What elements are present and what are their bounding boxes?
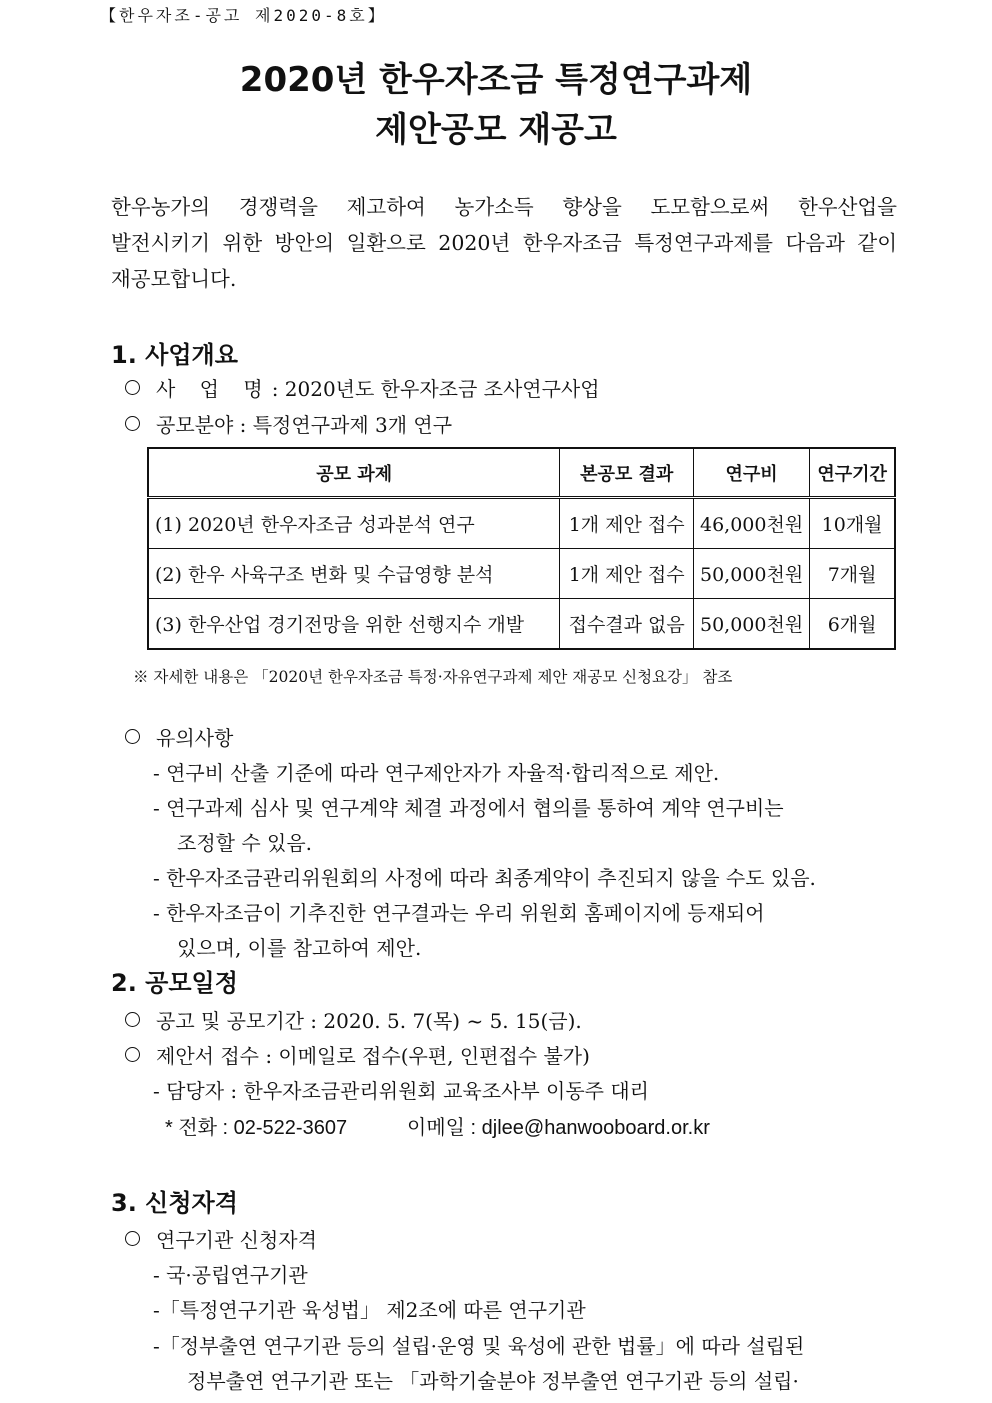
- project-table: [147, 447, 896, 650]
- eligibility-sub-3b: 정부출연 연구기관 또는 「과학기술분야 정부출연 연구기관 등의 설립·: [187, 1369, 799, 1393]
- circle-bullet-icon: [125, 416, 140, 431]
- intro-line3: 재공모합니다.: [111, 267, 237, 291]
- eligibility-text: 연구기관 신청자격: [156, 1228, 317, 1252]
- cell-period: 6개월: [810, 599, 895, 650]
- circle-bullet-icon: [125, 1047, 140, 1062]
- schedule-text: 공고 및 공모기간 : 2020. 5. 7(목) ~ 5. 15(금).: [156, 1009, 582, 1033]
- cell-budget: 50,000천원: [693, 549, 809, 599]
- caution-1: - 연구비 산출 기준에 따라 연구제안자가 자율적·합리적으로 제안.: [153, 761, 720, 785]
- project-name-value: : 2020년도 한우자조금 조사연구사업: [271, 377, 600, 401]
- cell-result: 1개 제안 접수: [560, 549, 694, 599]
- header-result: 본공모 결과: [560, 448, 694, 498]
- header-project: 공모 과제: [148, 448, 560, 498]
- contact-phone: * 전화 : 02-522-3607: [165, 1117, 348, 1139]
- table-row: [148, 549, 895, 599]
- table-row: [148, 498, 895, 549]
- cell-result: 접수결과 없음: [560, 599, 694, 650]
- field-line: [125, 409, 452, 438]
- page-title-line1: 2020년 한우자조금 특정연구과제: [239, 60, 753, 100]
- submission-line: [125, 1040, 590, 1069]
- caution-4b: 있으며, 이를 참고하여 제안.: [177, 936, 422, 960]
- eligibility-sub-1: - 국·공립연구기관: [153, 1263, 308, 1287]
- section1-heading: 1. 사업개요: [111, 341, 238, 369]
- eligibility-line: [125, 1224, 317, 1253]
- section3-heading: 3. 신청자격: [111, 1189, 238, 1217]
- eligibility-sub-3a: -「정부출연 연구기관 등의 설립·운영 및 육성에 관한 법률」에 따라 설립된: [153, 1334, 805, 1358]
- table-header-row: [148, 448, 895, 498]
- table-row: [148, 599, 895, 650]
- circle-bullet-icon: [125, 729, 140, 744]
- header-period: 연구기간: [810, 448, 895, 498]
- cell-project: (3) 한우산업 경기전망을 위한 선행지수 개발: [148, 599, 560, 650]
- project-name-line: [125, 373, 600, 402]
- reference-note: ※ 자세한 내용은 「2020년 한우자조금 특정·자유연구과제 제안 재공모 신청요강」 참조: [133, 668, 733, 686]
- eligibility-sub-2: -「특정연구기관 육성법」 제2조에 따른 연구기관: [153, 1298, 586, 1322]
- contact-email[interactable]: 이메일 : djlee@hanwooboard.or.kr: [407, 1117, 710, 1139]
- circle-bullet-icon: [125, 380, 140, 395]
- caution-3: - 한우자조금관리위원회의 사정에 따라 최종계약이 추진되지 않을 수도 있음.: [153, 866, 816, 890]
- header-budget: 연구비: [693, 448, 809, 498]
- field-text: 공모분야 : 특정연구과제 3개 연구: [156, 413, 453, 437]
- section2-heading: 2. 공모일정: [111, 969, 238, 997]
- caution-2b: 조정할 수 있음.: [177, 831, 312, 855]
- cell-result: 1개 제안 접수: [560, 498, 694, 549]
- caution-heading: 유의사항: [156, 726, 234, 750]
- project-name-label: 사 업 명: [156, 377, 272, 401]
- caution-2a: - 연구과제 심사 및 연구계약 체결 과정에서 협의를 통하여 계약 연구비는: [153, 796, 784, 820]
- circle-bullet-icon: [125, 1012, 140, 1027]
- cell-period: 7개월: [810, 549, 895, 599]
- intro-line2: 발전시키기 위한 방안의 일환으로 2020년 한우자조금 특정연구과제를 다음과 같이: [111, 231, 897, 255]
- cell-project: (2) 한우 사육구조 변화 및 수급영향 분석: [148, 549, 560, 599]
- contact-person: - 담당자 : 한우자조금관리위원회 교육조사부 이동주 대리: [153, 1079, 650, 1103]
- caution-4a: - 한우자조금이 기추진한 연구결과는 우리 위원회 홈페이지에 등재되어: [153, 901, 765, 925]
- cell-budget: 46,000천원: [693, 498, 809, 549]
- cell-project: (1) 2020년 한우자조금 성과분석 연구: [148, 498, 560, 549]
- circle-bullet-icon: [125, 1231, 140, 1246]
- submission-text: 제안서 접수 : 이메일로 접수(우편, 인편접수 불가): [156, 1044, 590, 1068]
- cell-period: 10개월: [810, 498, 895, 549]
- page-title-line2: 제안공모 재공고: [375, 110, 617, 150]
- schedule-line: [125, 1005, 582, 1034]
- intro-line1: 한우농가의 경쟁력을 제고하여 농가소득 향상을 도모함으로써 한우산업을: [111, 195, 897, 219]
- cell-budget: 50,000천원: [693, 599, 809, 650]
- document-number: 【한우자조-공고 제2020-8호】: [100, 6, 387, 25]
- caution-heading-line: [125, 722, 233, 751]
